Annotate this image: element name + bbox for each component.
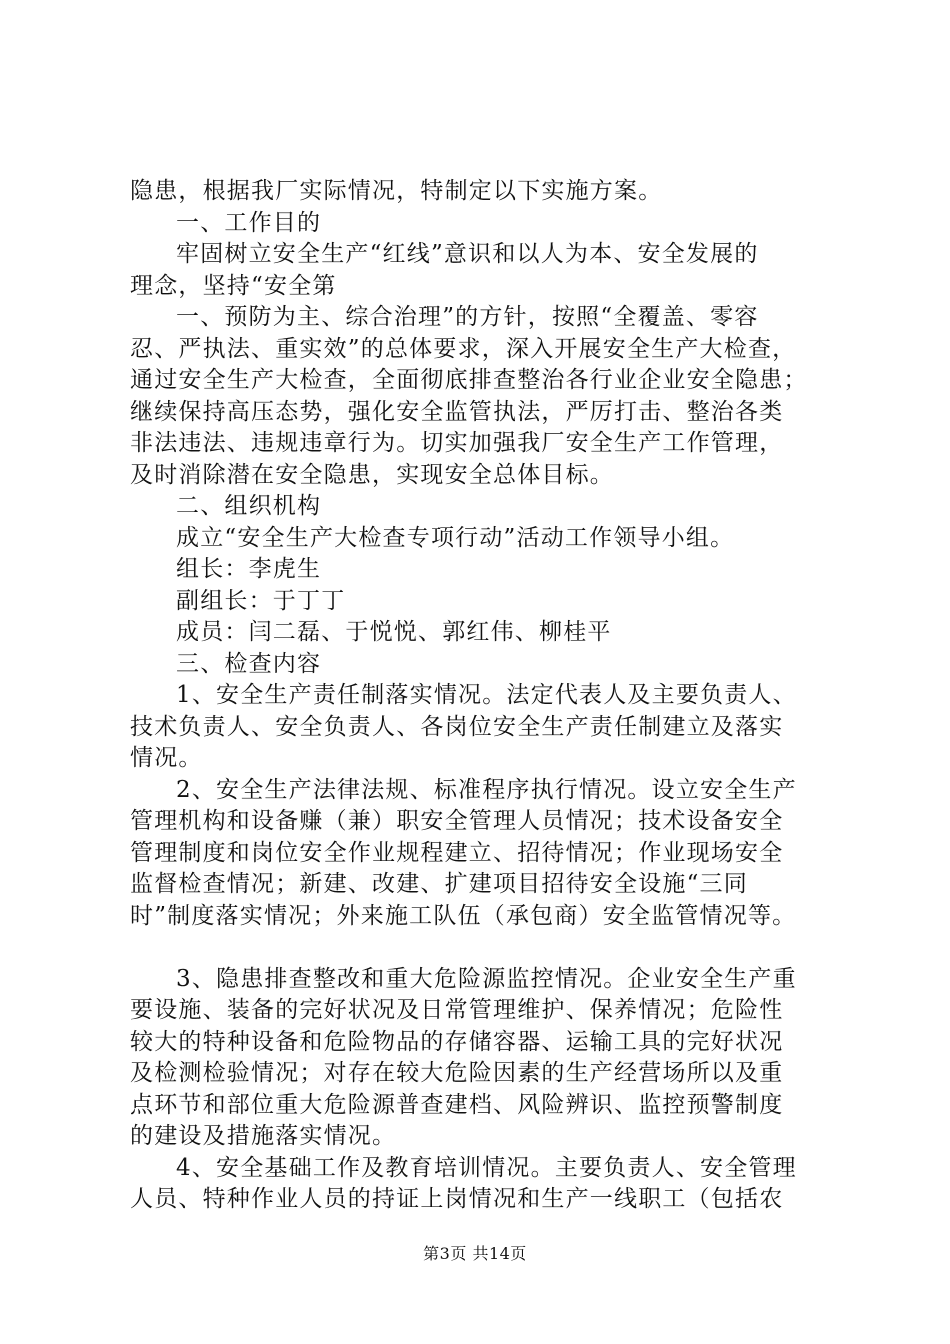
paragraph-spacer xyxy=(130,932,835,964)
document-body xyxy=(130,176,835,1216)
paragraph-line: 一、工作目的 xyxy=(176,209,322,236)
paragraph-line: 牢固树立安全生产“红线”意识和以人为本、安全发展的 xyxy=(176,241,759,267)
paragraph-line: 三、检查内容 xyxy=(176,650,322,677)
paragraph-line: 时”制度落实情况；外来施工队伍（承包商）安全监管情况等。 xyxy=(130,902,797,929)
paragraph-line: 4、安全基础工作及教育培训情况。主要负责人、安全管理 xyxy=(176,1154,797,1181)
paragraph-line: 一、预防为主、综合治理”的方针，按照“全覆盖、零容 xyxy=(176,304,759,330)
paragraph-line: 及时消除潜在安全隐患，实现安全总体目标。 xyxy=(130,461,614,488)
paragraph-line: 成员：闫二磊、于悦悦、郭红伟、柳桂平 xyxy=(176,619,612,645)
paragraph-line: 成立“安全生产大检查专项行动”活动工作领导小组。 xyxy=(176,524,735,551)
paragraph-line: 要设施、装备的完好状况及日常管理维护、保养情况；危险性 xyxy=(130,997,784,1023)
paragraph-line: 1、安全生产责任制落实情况。法定代表人及主要负责人、 xyxy=(176,682,797,708)
paragraph-line: 副组长：于丁丁 xyxy=(176,587,346,614)
paragraph-line: 管理机构和设备赚（兼）职安全管理人员情况；技术设备安全 xyxy=(130,808,784,834)
paragraph-line: 通过安全生产大检查，全面彻底排查整治各行业企业安全隐患； xyxy=(130,367,808,393)
paragraph-line: 3、隐患排查整改和重大危险源监控情况。企业安全生产重 xyxy=(176,965,797,992)
paragraph-line: 监督检查情况；新建、改建、扩建项目招待安全设施“三同 xyxy=(130,871,748,897)
paragraph-line: 技术负责人、安全负责人、各岗位安全生产责任制建立及落实 xyxy=(130,713,784,740)
paragraph-line: 组长：李虎生 xyxy=(176,556,322,582)
paragraph-line: 继续保持高压态势，强化安全监管执法，严厉打击、整治各类 xyxy=(130,398,784,425)
paragraph-line: 2、安全生产法律法规、标准程序执行情况。设立安全生产 xyxy=(176,776,797,803)
paragraph-line: 情况。 xyxy=(130,745,203,771)
paragraph-line: 人员、特种作业人员的持证上岗情况和生产一线职工（包括农 xyxy=(130,1186,784,1212)
paragraph-line: 的建设及措施落实情况。 xyxy=(130,1123,397,1149)
paragraph-line: 点环节和部位重大危险源普查建档、风险辨识、监控预警制度 xyxy=(130,1091,784,1118)
paragraph-line: 非法违法、违规违章行为。切实加强我厂安全生产工作管理， xyxy=(130,430,784,456)
paragraph-line: 二、组织机构 xyxy=(176,493,322,519)
page-footer: 第3页 共14页 xyxy=(423,1244,527,1263)
paragraph-line: 隐患，根据我厂实际情况，特制定以下实施方案。 xyxy=(130,178,663,204)
paragraph-line: 忍、严执法、重实效”的总体要求，深入开展安全生产大检查， xyxy=(130,335,797,362)
paragraph-line: 及检测检验情况；对存在较大危险因素的生产经营场所以及重 xyxy=(130,1060,784,1086)
paragraph-line: 较大的特种设备和危险物品的存储容器、运输工具的完好状况 xyxy=(130,1028,784,1055)
paragraph-line: 理念，坚持“安全第 xyxy=(130,272,337,299)
paragraph-line: 管理制度和岗位安全作业规程建立、招待情况；作业现场安全 xyxy=(130,839,784,866)
